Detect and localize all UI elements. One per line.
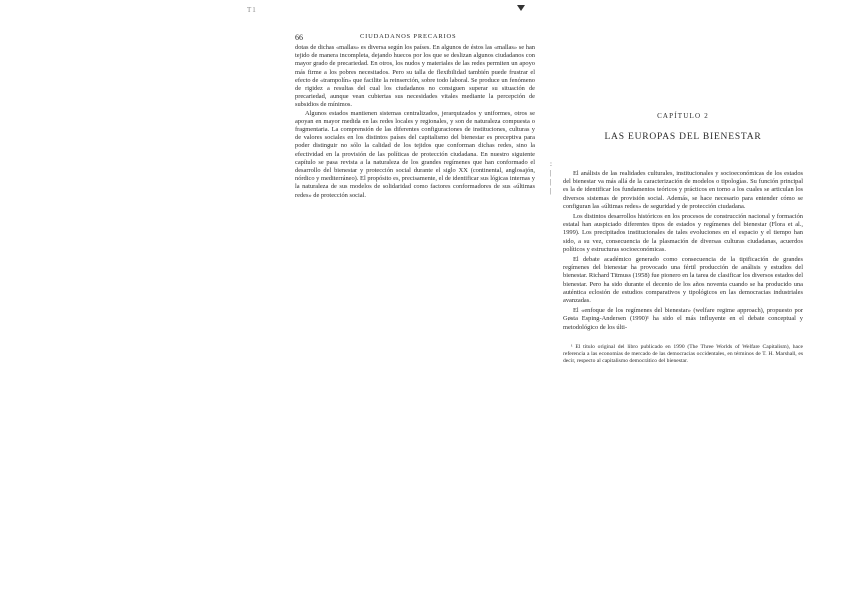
left-page-body: [295, 44, 535, 200]
paragraph: El «enfoque de los regímenes del bienestar» (welfare regime approach), propuesto por Gøsta Esping-Andersen (1990)¹ ha sido el más influyente en el debate conceptual y metodológico de los últi-: [563, 307, 803, 331]
chapter-title: LAS EUROPAS DEL BIENESTAR: [604, 132, 762, 142]
paragraph: Los distintos desarrollos históricos en los procesos de construcción nacional y formación estatal han auspiciado diferentes tipos de estados y regímenes del bienestar (Flora et al., 1999). Los precipitados institucionales de tales evoluciones en el espacio y el tiempo han sido, a su vez, consecuencia de la plasmación de diversas culturas ciudadanas, acuerdos políticos y estructuras socioeconómicas.: [563, 213, 803, 253]
right-page: [563, 112, 803, 365]
right-page-body: [563, 170, 803, 332]
corner-mark: T1: [247, 6, 257, 14]
gutter-mark: |: [550, 169, 552, 177]
gutter-mark: |: [550, 187, 552, 195]
gutter-marks: [550, 160, 552, 196]
gutter-mark: :: [550, 160, 552, 168]
paragraph: El debate académico generado como consecuencia de la tipificación de grandes regímenes del bienestar ha provocado una fértil producción de análisis y estudios del bienestar. Richard Titmuss (1958) fue pionero en la tarea de clasificar los diversos estados del bienestar. Pero ha sido durante el decenio de los años noventa cuando se ha producido una auténtica eclosión de estudios comparativos y tipológicos en las democracias industriales avanzadas.: [563, 256, 803, 305]
footnote-text: ¹ El título original del libro publicado en 1990 (The Three Worlds of Welfare Capitalism), hace referencia a las economías de mercado de las democracias occidentales, en términos de T. H. Marshall, es decir, respecto al capitalismo democrático del bienestar.: [563, 343, 803, 364]
gutter-mark: |: [550, 178, 552, 186]
page-number: 66: [295, 33, 303, 42]
running-head: CIUDADANOS PRECARIOS: [360, 33, 457, 40]
chapter-label: CAPÍTULO 2: [657, 112, 709, 120]
arrow-down-icon: [517, 5, 525, 11]
footnote: [563, 344, 803, 365]
paragraph: El análisis de las realidades culturales, institucionales y socioeconómicas de los estados del bienestar va más allá de la caracterización de modelos o tipologías. Su función principal es la de identificar los fundamentos teóricos y prácticos en torno a los cuales se articulan los diversos sistemas de provisión social. Además, se hace necesario para entender cómo se configuran las «últimas redes» de seguridad y de protección ciudadana.: [563, 170, 803, 210]
paragraph: Algunos estados mantienen sistemas centralizados, jerarquizados y uniformes, otros se apoyan en mayor medida en las redes locales y regionales, y son de naturaleza compuesta o fragmentaria. La comprensión de las diferentes configuraciones de instituciones, culturas y de valores sociales en los distintos países del capitalismo del bienestar es preceptiva para poder distinguir no sólo la calidad de los tejidos que conforman dichas redes, sino la efectividad en la provisión de las políticas de protección ciudadana. En nuestro siguiente capítulo se pasa revista a la naturaleza de los grandes regímenes que han conformado el desarrollo del bienestar y protección social durante el siglo XX (continental, anglosajón, nórdico y mediterráneo). El propósito es, precisamente, el de identificar sus lógicas internas y la naturaleza de sus modelos de solidaridad como factores conformadores de sus «últimas redes» de protección social.: [295, 109, 535, 199]
paragraph: dotas de dichas «mallas» es diversa según los países. En algunos de éstos las «mallas» se han tejido de manera incompleta, dejando huecos por los que se deslizan algunos ciudadanos con mayor grado de precariedad. En otros, los nudos y materiales de las redes permiten un apoyo más firme a los pobres necesitados. Pero su talla de flexibilidad también puede frustrar el efecto de «trampolín» que facilite la reinserción, sobre todo laboral. Se produce un fenómeno de rigidez a resultas del cual los ciudadanos no consiguen superar su situación de precariedad, aunque vean cubiertas sus necesidades vitales mediante la percepción de subsidios de mínimos.: [295, 44, 535, 109]
